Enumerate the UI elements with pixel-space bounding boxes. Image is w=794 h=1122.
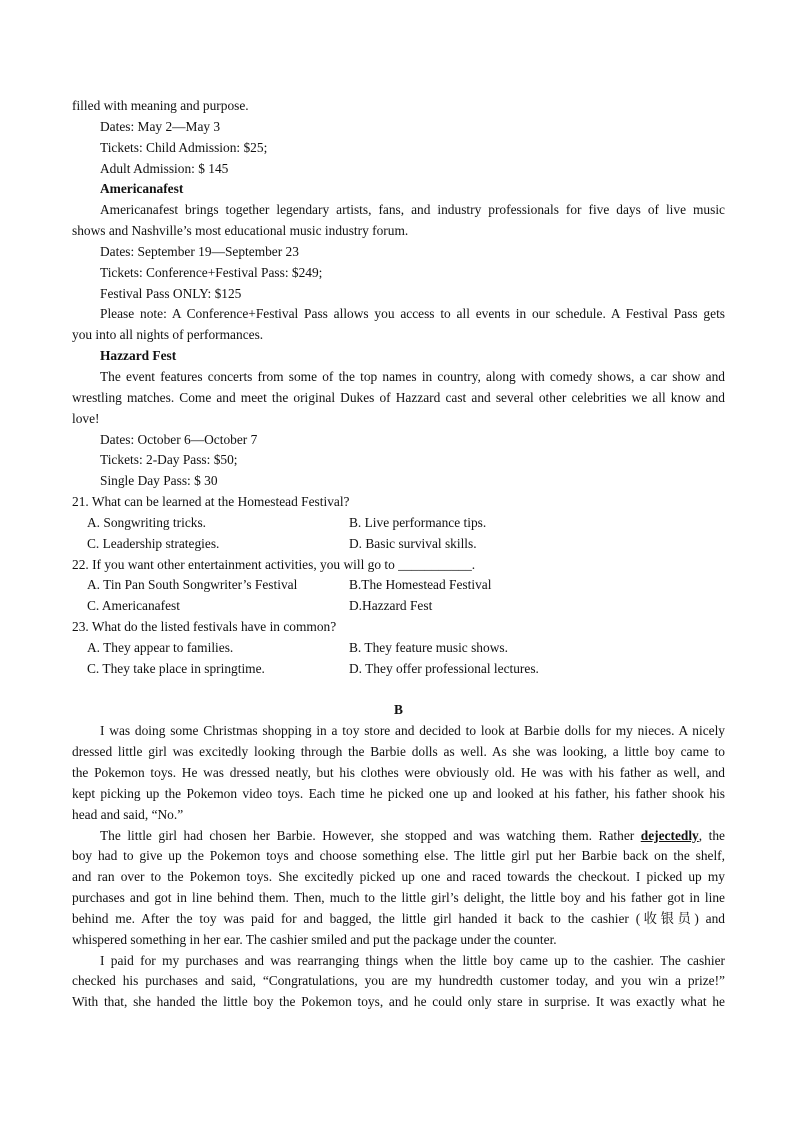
- option-d: D.Hazzard Fest: [349, 598, 433, 614]
- passage-line: purchases and got in line behind them. Then, much to the little girl’s delight, the little boy and his father got in line: [72, 890, 725, 906]
- question-stem: 22. If you want other entertainment activities, you will go to ___________.: [72, 556, 476, 572]
- continuation-text: filled with meaning and purpose.: [72, 98, 249, 113]
- americanafest-note-line: you into all nights of performances.: [72, 327, 264, 343]
- option-row: [72, 513, 725, 534]
- passage-text: The little girl had chosen her Barbie. However, she stopped and was watching them. Rather: [100, 827, 641, 843]
- passage-line: and ran over to the Pokemon toys. She excitedly picked up one and raced towards the checkout. I picked up my: [72, 869, 725, 885]
- homestead-dates: Dates: May 2—May 3: [100, 118, 221, 134]
- question-21: [72, 492, 725, 555]
- passage-line: head and said, “No.”: [72, 806, 184, 822]
- option-d: D. They offer professional lectures.: [349, 660, 539, 676]
- option-a: A. Tin Pan South Songwriter’s Festival: [87, 577, 298, 593]
- americanafest-ticket-conference: Tickets: Conference+Festival Pass: $249;: [100, 264, 323, 280]
- option-row: [72, 638, 725, 659]
- homestead-ticket-adult: Adult Admission: $ 145: [100, 160, 229, 176]
- option-row: [72, 575, 725, 596]
- option-c: C. Americanafest: [87, 598, 180, 614]
- passage-paragraph-1: [72, 721, 725, 825]
- hazzard-desc-line: love!: [72, 410, 100, 426]
- passage-paragraph-2: [72, 826, 725, 951]
- americanafest-ticket-festival: Festival Pass ONLY: $125: [100, 285, 242, 301]
- option-b: B. They feature music shows.: [349, 639, 508, 655]
- hazzard-heading: Hazzard Fest: [100, 348, 177, 364]
- americanafest-dates: Dates: September 19—September 23: [100, 243, 299, 259]
- question-stem: 23. What do the listed festivals have in common?: [72, 619, 337, 635]
- americanafest-desc-line: shows and Nashville’s most educational music industry forum.: [72, 223, 409, 239]
- hazzard-desc-line: The event features concerts from some of the top names in country, along with comedy shows, a car show and: [100, 368, 725, 384]
- question-23: [72, 617, 725, 680]
- option-b: B. Live performance tips.: [349, 514, 487, 530]
- option-row: [72, 534, 725, 555]
- passage-line: whispered something in her ear. The cashier smiled and put the package under the counter.: [72, 931, 557, 947]
- option-a: A. Songwriting tricks.: [87, 514, 207, 530]
- passage-paragraph-3: [72, 951, 725, 1014]
- passage-line: dressed little girl was excitedly looking through the Barbie dolls as well. As she was looking, a little boy came to: [72, 744, 725, 760]
- section-b-heading: B: [394, 702, 403, 718]
- americanafest-desc-line: Americanafest brings together legendary artists, fans, and industry professionals for five days of live music: [100, 202, 725, 218]
- hazzard-dates: Dates: October 6—October 7: [100, 431, 258, 447]
- passage-line: boy had to give up the Pokemon toys and choose something else. The little girl put her Barbie back on the shelf,: [72, 848, 725, 864]
- passage-line: checked his purchases and said, “Congratulations, you are my hundredth customer today, and you win a prize!”: [72, 973, 725, 989]
- passage-line: I was doing some Christmas shopping in a toy store and decided to look at Barbie dolls for my nieces. A nicely: [100, 723, 725, 739]
- passage-line: With that, she handed the little boy the Pokemon toys, and he could only stare in surprise. It was exactly what he: [72, 994, 725, 1010]
- hazzard-ticket-single: Single Day Pass: $ 30: [100, 473, 218, 489]
- passage-line: I paid for my purchases and was rearranging things when the little boy came up to the cashier. The cashier: [100, 952, 725, 968]
- passage-line: [72, 826, 725, 847]
- option-c: C. Leadership strategies.: [87, 535, 220, 551]
- document-page: [72, 96, 725, 1013]
- passage-line: kept picking up the Pokemon video toys. Each time he picked one up and looked at his father, his father shook his: [72, 785, 725, 801]
- homestead-ticket-child: Tickets: Child Admission: $25;: [100, 139, 268, 155]
- option-b: B.The Homestead Festival: [349, 577, 492, 593]
- option-row: [72, 596, 725, 617]
- passage-text: , the: [698, 827, 725, 843]
- passage-line: behind me. After the toy was paid for and bagged, the little girl handed it back to the cashier (收银员) and: [72, 910, 725, 926]
- americanafest-heading: Americanafest: [100, 181, 184, 197]
- vocabulary-word-dejectedly: dejectedly: [640, 827, 699, 843]
- americanafest-note-line: Please note: A Conference+Festival Pass allows you access to all events in our schedule. A Festival Pass gets: [100, 306, 725, 322]
- option-d: D. Basic survival skills.: [349, 535, 477, 551]
- option-row: [72, 659, 725, 680]
- question-stem: 21. What can be learned at the Homestead Festival?: [72, 494, 350, 510]
- question-22: [72, 555, 725, 618]
- hazzard-ticket-2day: Tickets: 2-Day Pass: $50;: [100, 452, 238, 468]
- option-a: A. They appear to families.: [87, 639, 234, 655]
- hazzard-desc-line: wrestling matches. Come and meet the original Dukes of Hazzard cast and several other celebrities we all know and: [72, 389, 725, 405]
- passage-line: the Pokemon toys. He was dressed neatly, but his clothes were obviously old. He was with his father as well, and: [72, 765, 725, 780]
- option-c: C. They take place in springtime.: [87, 660, 265, 676]
